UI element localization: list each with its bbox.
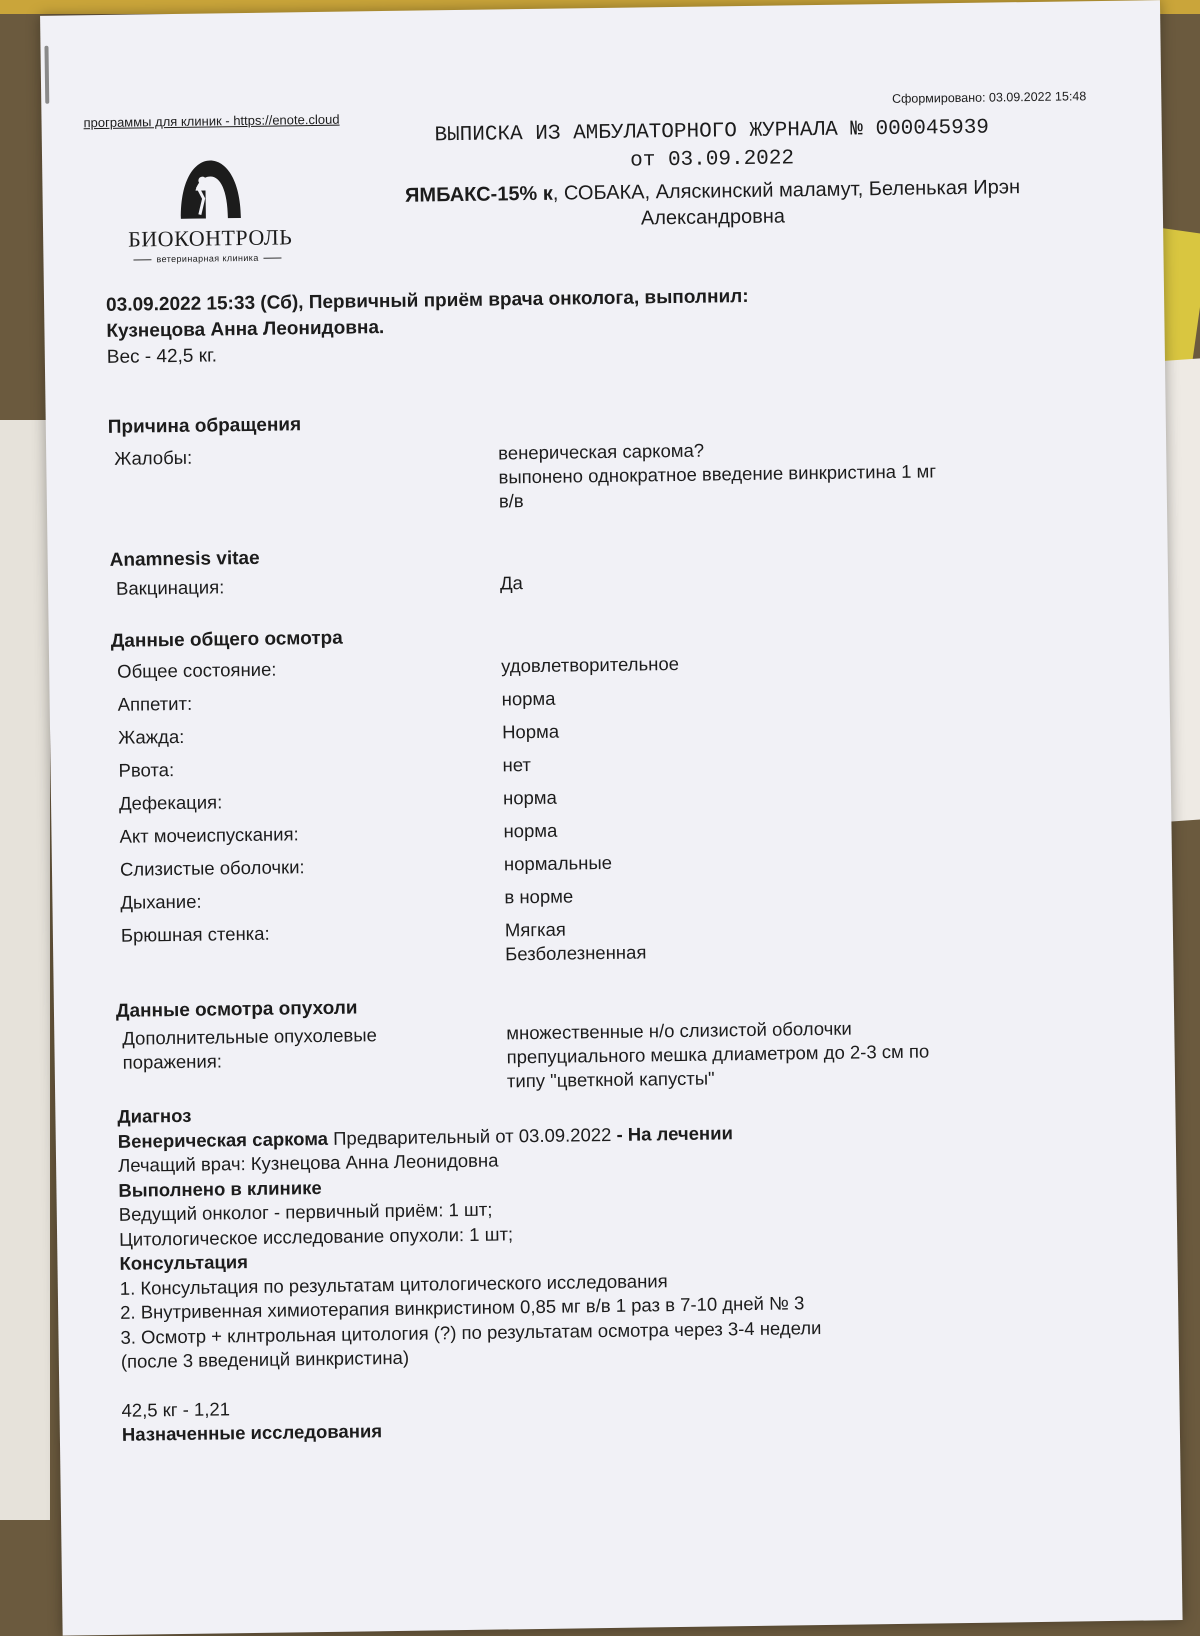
patient-details: , СОБАКА, Аляскинский маламут, Беленькая Ирэн [552, 176, 1021, 205]
tumor-value-line: множественные н/о слизистой оболочки [506, 1017, 852, 1044]
exam-row [112, 712, 1072, 751]
section-title-tumor: Данные осмотра опухоли [115, 997, 358, 1022]
consultation-title: Консультация [119, 1251, 249, 1274]
exam-label: Рвота: [118, 759, 175, 781]
tumor-value [506, 1013, 1077, 1093]
reason-row [108, 434, 1069, 527]
exam-value: нет [502, 754, 532, 776]
exam-row [113, 811, 1073, 850]
exam-label: Аппетит: [117, 692, 193, 715]
diagnosis-title: Диагноз [117, 1104, 192, 1127]
exam-value: удовлетворительное [501, 652, 680, 677]
consultation-item: 2. Внутривенная химиотерапия винкристином 0,85 мг в/в 1 раз в 7-10 дней № 3 [120, 1292, 805, 1323]
exam-value: в норме [504, 885, 574, 908]
exam-value: норма [502, 786, 557, 809]
exam-value: Норма [501, 720, 560, 743]
section-title-reason: Причина обращения [107, 414, 302, 438]
performed-title: Выполнено в клинике [118, 1176, 322, 1201]
tumor-value-line: типу "цветкной капусты" [506, 1067, 715, 1092]
exam-row [114, 844, 1074, 883]
reason-value-line: в/в [498, 490, 524, 512]
exam-label: Акт мочеиспускания: [119, 823, 299, 847]
exam-row [111, 646, 1071, 685]
reason-value [498, 434, 1069, 514]
exam-row [113, 778, 1073, 817]
exam-row [114, 877, 1074, 916]
tumor-label [122, 1022, 463, 1075]
clinic-logo [127, 157, 298, 264]
exam-value-line: Мягкая [504, 918, 566, 941]
logo-name: БИОКОНТРОЛЬ [128, 224, 293, 252]
performed-item: Ведущий онколог - первичный приём: 1 шт; [118, 1198, 493, 1225]
patient-name: ЯМБАКС-15% к [404, 182, 553, 207]
formed-timestamp: Сформировано: 03.09.2022 15:48 [891, 89, 1087, 106]
background-plastic-left [0, 420, 50, 1520]
prescribed-title: Назначенные исследования [121, 1420, 383, 1445]
exam-value: нормальные [503, 851, 613, 875]
reason-label: Жалобы: [114, 446, 193, 469]
exam-row [112, 679, 1072, 718]
consultation-item: 1. Консультация по результатам цитологического исследования [119, 1269, 668, 1299]
document-date: от 03.09.2022 [630, 147, 795, 173]
visit-weight: Вес - 42,5 кг. [106, 345, 218, 368]
document-title: ВЫПИСКА ИЗ АМБУЛАТОРНОГО ЖУРНАЛА № 000045939 [434, 116, 990, 148]
section-title-exam: Данные общего осмотра [110, 627, 343, 652]
document-page [40, 0, 1183, 1635]
exam-value: норма [501, 687, 556, 710]
document-header [332, 113, 1093, 236]
diagnosis-name: Венерическая саркома [117, 1127, 329, 1152]
exam-value: норма [503, 819, 558, 842]
visit-title: 03.09.2022 15:33 (Сб), Первичный приём врача онколога, выполнил: [105, 285, 749, 316]
reason-value-line: венерическая саркома? [498, 439, 705, 464]
performed-item: Цитологическое исследование опухоли: 1 шт; [118, 1222, 514, 1250]
dose-calculation: 42,5 кг - 1,21 [121, 1397, 231, 1421]
exam-label: Брюшная стенка: [120, 922, 270, 946]
diagnosis-detail: Предварительный от 03.09.2022 [327, 1123, 617, 1149]
section-title-anamnesis: Anamnesis vitae [109, 547, 260, 571]
tumor-value-line: препуциального мешка длиаметром до 2-3 см по [506, 1040, 930, 1068]
owner-name: Александровна [640, 205, 786, 230]
exam-value-line: Безболезненная [505, 941, 647, 965]
consultation-item: (после 3 введеницй винкристина) [120, 1346, 410, 1372]
tumor-row [116, 1013, 1077, 1102]
exam-label: Жажда: [117, 725, 185, 748]
anamnesis-label: Вакцинация: [115, 576, 225, 599]
staple-mark [44, 46, 49, 104]
exam-value [505, 910, 1076, 966]
clinic-logo-icon [175, 158, 246, 219]
diagnosis-block [117, 1091, 1082, 1447]
tumor-label-line: поражения: [122, 1050, 223, 1073]
logo-subtitle: ветеринарная клиника [128, 252, 298, 264]
reason-value-line: выпонено однократное введение винкристина 1 мг [498, 460, 937, 488]
diagnosis-status: - На лечении [616, 1121, 734, 1145]
exam-rows [111, 646, 1075, 979]
exam-label: Слизистые оболочки: [119, 856, 305, 880]
exam-row [112, 745, 1072, 784]
anamnesis-value: Да [499, 572, 523, 594]
visit-header [106, 280, 1007, 371]
diagnosis-doctor: Лечащий врач: Кузнецова Анна Леонидовна [117, 1149, 499, 1176]
clinic-link[interactable]: программы для клиник - https://enote.cloud [83, 111, 340, 131]
exam-label: Общее состояние: [117, 658, 277, 682]
exam-label: Дыхание: [120, 890, 202, 913]
exam-row [115, 910, 1076, 975]
consultation-item: 3. Осмотр + клнтрольная цитология (?) по результатам осмотра через 3-4 недели [120, 1316, 822, 1348]
exam-label: Дефекация: [118, 791, 223, 814]
visit-doctor: Кузнецова Анна Леонидовна. [106, 317, 385, 342]
tumor-label-line: Дополнительные опухолевые [122, 1024, 378, 1049]
